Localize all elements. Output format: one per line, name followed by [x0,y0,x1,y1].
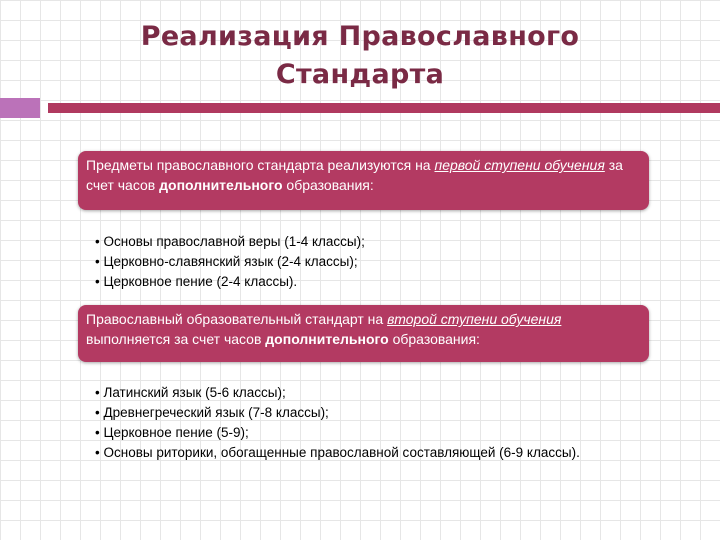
callout-text: образования: [282,177,374,193]
callout-emphasis: второй ступени обучения [387,311,562,327]
callout-text: за счет часов [86,157,623,193]
slide-title-line-2: Стандарта [275,59,445,90]
list-item: • Церковное пение (5-9); [95,423,580,443]
callout-text: Предметы православного стандарта реализуются на [86,157,435,173]
list-item: • Церковное пение (2-4 классы). [95,272,365,292]
list-item: • Церковно-славянский язык (2-4 классы); [95,252,365,272]
callout-bold: дополнительного [265,331,389,347]
first-stage-callout [78,151,649,210]
first-stage-subject-list [95,232,365,292]
callout-text: выполняется за счет часов [86,331,266,347]
list-item: • Древнегреческий язык (7-8 классы); [95,403,580,423]
callout-bold: дополнительного [159,177,283,193]
accent-square [0,98,40,118]
list-item: • Основы риторики, обогащенные православной составляющей (6-9 классы). [95,443,580,463]
title-divider-bar [48,103,720,113]
list-item: • Основы православной веры (1-4 классы); [95,232,365,252]
callout-emphasis: первой ступени обучения [434,157,605,173]
callout-text: образования: [388,331,480,347]
slide-title-line-1: Реализация Православного [140,21,580,52]
callout-text: Православный образовательный стандарт на [86,311,388,327]
second-stage-callout [78,305,649,362]
list-item: • Латинский язык (5-6 классы); [95,383,580,403]
slide-title [60,18,660,94]
second-stage-subject-list [95,383,580,463]
